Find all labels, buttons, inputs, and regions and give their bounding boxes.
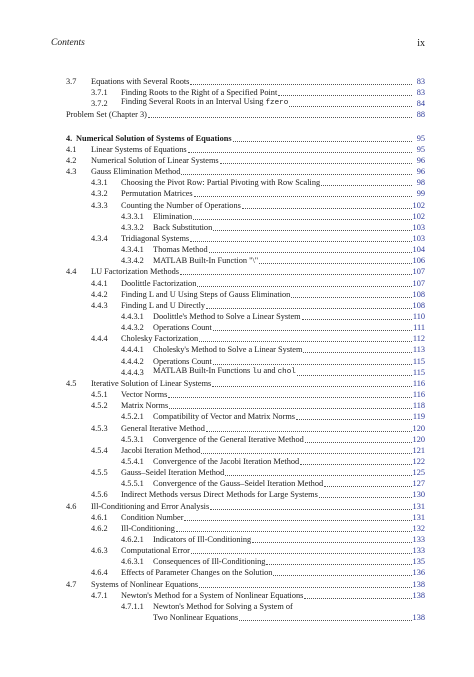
toc-entry-number: 4.4.2 <box>91 289 108 299</box>
toc-entry[interactable] <box>66 211 425 222</box>
toc-entry-title <box>121 400 168 411</box>
toc-entry[interactable] <box>66 278 425 289</box>
toc-entry[interactable] <box>66 400 425 411</box>
toc-entry-page[interactable]: 83 <box>416 88 425 98</box>
toc-entry[interactable] <box>66 367 425 378</box>
dot-leader <box>297 375 412 376</box>
toc-entry-page[interactable]: 99 <box>416 189 425 199</box>
toc-entry-title <box>121 289 290 300</box>
toc-entry-title-text: Linear Systems of Equations <box>91 144 187 154</box>
toc-entry-title <box>121 177 320 188</box>
dot-leader <box>176 531 412 532</box>
toc-entry[interactable] <box>66 445 425 456</box>
toc-entry-number: 4.5.6 <box>91 490 108 500</box>
dot-leader <box>191 553 412 554</box>
toc-entry[interactable] <box>66 166 425 177</box>
toc-entry-number: 4.4.3.2 <box>121 323 144 333</box>
dot-leader <box>305 442 412 443</box>
toc-entry-title <box>91 378 211 389</box>
toc-entry-page[interactable]: 120 <box>412 434 425 444</box>
toc-entry-title-text: Systems of Nonlinear Equations <box>91 579 199 589</box>
dot-leader <box>190 84 412 85</box>
toc-entry-title <box>121 545 190 556</box>
toc-entry-title-text: Equations with Several Roots <box>91 77 190 86</box>
toc-entry-title-text: Iterative Solution of Linear Systems <box>91 378 212 388</box>
toc-entry-title <box>153 211 192 222</box>
toc-entry[interactable] <box>66 76 425 87</box>
dot-leader <box>296 419 412 420</box>
toc-entry-title <box>121 423 205 434</box>
toc-entry-page[interactable]: 104 <box>412 245 425 255</box>
toc-entry-title <box>153 434 304 445</box>
toc-entry-page[interactable]: 138 <box>412 613 425 623</box>
toc-entry-page[interactable]: 108 <box>412 289 425 299</box>
toc-entry-number: 4.3.4.1 <box>121 245 144 255</box>
toc-entry[interactable] <box>66 289 425 300</box>
toc-entry-title <box>153 601 293 612</box>
toc-entry[interactable] <box>66 590 425 601</box>
toc-entry-page[interactable]: 132 <box>412 523 425 533</box>
toc-entry-title <box>121 278 196 289</box>
dot-leader <box>181 174 412 175</box>
toc-entry[interactable] <box>66 98 425 109</box>
toc-entry-number: 4.6.3 <box>91 546 108 556</box>
toc-entry[interactable] <box>66 456 425 467</box>
toc-entry-title-text: Permutation Matrices <box>121 189 193 199</box>
toc-entry-page[interactable]: 127 <box>412 479 425 489</box>
toc-entry[interactable] <box>66 109 425 120</box>
toc-entry-title <box>153 322 212 333</box>
toc-entry-title <box>153 411 295 422</box>
toc-entry[interactable] <box>66 579 425 590</box>
toc-entry-title-text: LU Factorization Methods <box>91 267 180 277</box>
toc-entry-title-text: Gauss–Seidel Iteration Method <box>121 468 225 478</box>
toc-entry-title-text: and <box>261 365 278 375</box>
toc-entry-number: 4.4 <box>66 267 77 277</box>
toc-entry-page[interactable]: 118 <box>412 401 425 411</box>
dot-leader <box>259 263 411 264</box>
toc-entry-title <box>153 344 302 355</box>
toc-entry-title-text: Compatibility of Vector and Matrix Norms <box>153 412 296 422</box>
toc-entry-code: lu <box>252 367 262 376</box>
toc-entry-title-text: Indicators of Ill-Conditioning <box>153 535 252 544</box>
toc-entry-title-text: Indirect Methods versus Direct Methods for Large Systems <box>121 490 318 500</box>
toc-entry-code: chol <box>277 367 296 376</box>
dot-leader <box>304 598 411 599</box>
toc-entry-page[interactable]: 111 <box>413 323 425 333</box>
toc-entry-page[interactable]: 107 <box>412 278 425 288</box>
toc-entry-page[interactable]: 96 <box>416 167 425 177</box>
toc-entry-page[interactable]: 115 <box>412 356 425 366</box>
dot-leader <box>199 587 411 588</box>
toc-entry-page[interactable]: 95 <box>416 133 425 143</box>
toc-entry-number: 4.3 <box>66 167 77 177</box>
dot-leader <box>180 274 412 275</box>
toc-entry[interactable] <box>66 300 425 311</box>
toc-entry-page[interactable]: 133 <box>412 546 425 556</box>
dot-leader <box>213 330 412 331</box>
toc-entry-page[interactable]: 102 <box>412 200 425 210</box>
toc-entry-number: 3.7.1 <box>91 88 108 98</box>
toc-entry-page[interactable]: 121 <box>412 445 425 455</box>
toc-entry-title-text: Finding L and U Using Steps of Gauss Elimination <box>121 289 291 299</box>
toc-entry-title <box>121 512 183 523</box>
dot-leader <box>169 408 412 409</box>
dot-leader <box>212 386 412 387</box>
toc-entry-title <box>91 155 219 166</box>
toc-entry[interactable] <box>66 311 425 322</box>
toc-entry-title-text: Operations Count <box>153 356 212 366</box>
toc-entry-title-text: Vector Norms <box>121 390 168 400</box>
dot-leader <box>210 509 411 510</box>
toc-entry-page[interactable]: 83 <box>416 77 425 86</box>
toc-entry-page[interactable]: 116 <box>412 378 425 388</box>
toc-entry-number: 4.5.2.1 <box>121 412 144 422</box>
toc-entry-title <box>153 365 296 378</box>
toc-entry-title-text: Cholesky Factorization <box>121 334 199 344</box>
toc-entry-title-text: Condition Number <box>121 512 184 522</box>
dot-leader <box>213 230 411 231</box>
toc-entry-title <box>153 244 208 255</box>
dot-leader <box>289 106 412 107</box>
dot-leader <box>220 163 412 164</box>
toc-entry-title-text: Numerical Solution of Systems of Equations <box>76 133 232 143</box>
toc-entry-number: 4.4.4.2 <box>121 356 144 366</box>
dot-leader <box>233 141 412 142</box>
toc-entry[interactable] <box>66 266 425 277</box>
toc-entry-number: 4.5.5 <box>91 468 108 478</box>
toc-entry-number: 4.5.3.1 <box>121 434 144 444</box>
toc-entry-title-text: Finding Roots to the Right of a Specified Point <box>121 88 278 98</box>
dot-leader <box>300 464 411 465</box>
toc-entry-title-text: Gauss Elimination Method <box>91 167 181 177</box>
toc-entry-number: 4. <box>66 133 73 143</box>
toc-entry[interactable] <box>66 255 425 266</box>
toc-entry-page[interactable]: 122 <box>412 456 425 466</box>
toc-entry[interactable] <box>66 233 425 244</box>
dot-leader <box>188 152 412 153</box>
toc-entry-number: 4.4.3.1 <box>121 312 144 321</box>
toc-entry-title <box>121 300 205 311</box>
toc-entry-number: 4.3.4.2 <box>121 256 144 266</box>
toc-entry-number: 4.3.3.2 <box>121 222 144 232</box>
toc-entry[interactable] <box>66 244 425 255</box>
toc-entry-page[interactable]: 98 <box>416 178 425 188</box>
toc-entry-title <box>91 166 180 177</box>
toc-entry[interactable] <box>66 222 425 233</box>
toc-entry-title-text: MATLAB Built-In Function "\" <box>153 256 259 266</box>
toc-entry-number: 4.7.1 <box>91 590 108 600</box>
toc-entry[interactable] <box>66 378 425 389</box>
toc-entry-number: 4.3.2 <box>91 189 108 199</box>
toc-entry-page[interactable]: 115 <box>412 367 425 377</box>
toc-entry-page[interactable]: 106 <box>412 256 425 266</box>
toc-entry[interactable] <box>66 489 425 500</box>
toc-entry-number: 4.4.1 <box>91 278 108 288</box>
running-title: Contents <box>51 38 85 48</box>
toc-entry-title-text: Effects of Parameter Changes on the Solution <box>121 568 273 578</box>
toc-entry-number: 4.3.1 <box>91 178 108 188</box>
toc-entry-page[interactable]: 102 <box>412 211 425 221</box>
toc-entry[interactable] <box>66 567 425 578</box>
toc-entry[interactable] <box>66 155 425 166</box>
toc-entry[interactable] <box>66 177 425 188</box>
dot-leader <box>321 185 412 186</box>
toc-entry-page[interactable]: 96 <box>416 155 425 165</box>
toc-entry-number: 4.6.2 <box>91 523 108 533</box>
dot-leader <box>193 219 411 220</box>
toc-entry-number: 4.5.3 <box>91 423 108 433</box>
toc-entry-title-text: Ill-Conditioning and Error Analysis <box>91 501 210 511</box>
toc-entry-number: 4.7.1.1 <box>121 601 144 611</box>
toc-entry-title-text: Doolittle Factorization <box>121 278 197 288</box>
dot-leader <box>303 352 411 353</box>
toc-entry-number: 4.5.4.1 <box>121 456 144 466</box>
dot-leader <box>199 341 412 342</box>
toc-entry[interactable] <box>66 188 425 199</box>
toc-entry-title <box>153 456 299 467</box>
dot-leader <box>206 308 412 309</box>
toc-entry-title <box>66 109 147 120</box>
toc-entry-number: 3.7 <box>66 77 77 86</box>
toc-entry-page[interactable]: 120 <box>412 423 425 433</box>
dot-leader <box>266 564 411 565</box>
dot-leader <box>324 486 411 487</box>
toc-entry-page[interactable]: 88 <box>416 110 425 120</box>
toc-entry-title <box>121 445 200 456</box>
dot-leader <box>201 453 411 454</box>
toc-entry[interactable] <box>66 389 425 400</box>
toc-entry[interactable] <box>66 411 425 422</box>
page-number: ix <box>417 38 425 49</box>
toc-entry-title <box>121 567 272 578</box>
toc-entry-title-text: Thomas Method <box>153 245 208 255</box>
toc-entry-title <box>91 579 198 590</box>
toc-entry-title <box>153 311 301 322</box>
dot-leader <box>225 475 411 476</box>
toc-entry[interactable] <box>66 601 425 612</box>
toc-entry-code: fzero <box>265 99 289 108</box>
toc-entry-number: 4.6.1 <box>91 512 108 522</box>
toc-entry-number: 4.6.3.1 <box>121 557 144 567</box>
toc-entry-page[interactable]: 113 <box>412 345 425 355</box>
toc-entry-title <box>121 467 224 478</box>
dot-leader <box>252 542 411 543</box>
toc-entry[interactable] <box>66 512 425 523</box>
toc-entry-page[interactable]: 131 <box>412 512 425 522</box>
toc-entry-title <box>91 501 209 512</box>
toc-entry[interactable] <box>66 423 425 434</box>
dot-leader <box>168 397 412 398</box>
dot-leader <box>194 196 412 197</box>
toc-entry-title <box>121 389 167 400</box>
toc-entry-title-line2: Two Nonlinear Equations <box>153 613 239 623</box>
toc-entry-number: 4.5 <box>66 378 77 388</box>
toc-entry-title-text: Problem Set (Chapter 3) <box>66 110 147 120</box>
toc-entry-page[interactable]: 110 <box>412 312 425 321</box>
toc-entry-title-text: Finding L and U Directly <box>121 300 206 310</box>
toc-entry-title-text: General Iterative Method <box>121 423 205 433</box>
toc-entry-page[interactable]: 84 <box>416 99 425 109</box>
toc-entry-number: 4.6.4 <box>91 568 108 578</box>
toc-entry-page[interactable]: 131 <box>412 501 425 511</box>
toc-entry-title <box>91 76 189 87</box>
toc-entry-page[interactable]: 125 <box>412 468 425 478</box>
dot-leader <box>278 95 412 96</box>
toc-entry-title-text: Newton's Method for a System of Nonlinear Equations <box>121 590 304 600</box>
toc-entry-number: 4.6.2.1 <box>121 535 144 544</box>
dot-leader <box>209 252 412 253</box>
toc-entry-number: 4.3.3.1 <box>121 211 144 221</box>
toc-entry-title-text: Convergence of the Gauss–Seidel Iteration Method <box>153 479 324 489</box>
toc-entry[interactable] <box>66 434 425 445</box>
toc-entry-page[interactable]: 107 <box>412 267 425 277</box>
dot-leader <box>206 431 412 432</box>
toc-entry[interactable] <box>66 467 425 478</box>
toc-entry-title-text: Counting the Number of Operations <box>121 200 241 210</box>
toc-entry-page[interactable]: 103 <box>412 222 425 232</box>
toc-entry-title-text: Numerical Solution of Linear Systems <box>91 155 219 165</box>
toc-entry[interactable] <box>66 501 425 512</box>
toc-entry-title-text: Ill-Conditioning <box>121 523 175 533</box>
dot-leader <box>302 319 412 320</box>
toc-entry-number: 4.4.4.1 <box>121 345 144 355</box>
toc-entry-title-text: Matrix Norms <box>121 401 169 411</box>
toc-entry-number: 4.3.4 <box>91 233 108 243</box>
toc-entry-title-text: Choosing the Pivot Row: Partial Pivoting with Row Scaling <box>121 178 321 188</box>
toc-entry-page[interactable]: 95 <box>416 144 425 154</box>
toc-entry-title <box>121 233 189 244</box>
toc-entry-title <box>121 200 241 211</box>
toc-entry-number: 4.2 <box>66 155 77 165</box>
toc-entry-title <box>153 255 258 266</box>
dot-leader <box>190 241 411 242</box>
dot-leader <box>184 520 411 521</box>
toc-entry-title <box>121 590 303 601</box>
toc-entry-number: 4.1 <box>66 144 77 154</box>
toc-entry-number: 4.6 <box>66 501 77 511</box>
dot-leader <box>319 497 412 498</box>
toc-entry-title <box>91 266 179 277</box>
toc-entry-title-text: Back Substitution <box>153 222 213 232</box>
toc-entry-title <box>121 96 288 109</box>
toc-entry-number: 4.4.3 <box>91 300 108 310</box>
toc-entry-title-text: Newton's Method for Solving a System of <box>153 601 293 611</box>
toc-entry[interactable] <box>66 133 425 144</box>
toc-entry-page[interactable]: 108 <box>412 300 425 310</box>
toc-entry[interactable] <box>66 478 425 489</box>
toc-entry-title <box>121 333 198 344</box>
toc-entry-title <box>153 556 265 567</box>
toc-entry-title <box>121 489 318 500</box>
toc-entry-title-text: Elimination <box>153 211 193 221</box>
toc-entry-title <box>153 478 323 489</box>
toc-entry-page[interactable]: 112 <box>412 334 425 344</box>
toc-entry[interactable] <box>66 344 425 355</box>
toc-entry-number: 4.3.3 <box>91 200 108 210</box>
toc-entry[interactable] <box>66 322 425 333</box>
toc-entry-page[interactable]: 138 <box>412 590 425 600</box>
toc-entry[interactable] <box>66 534 425 545</box>
dot-leader <box>273 575 411 576</box>
toc-entry-number: 4.4.4 <box>91 334 108 344</box>
toc-entry-title-text: MATLAB Built-In Functions <box>153 365 253 375</box>
toc-entry[interactable] <box>66 523 425 534</box>
toc-entry-page[interactable]: 116 <box>412 390 425 400</box>
dot-leader <box>148 117 412 118</box>
toc-entry-title <box>91 144 187 155</box>
dot-leader <box>242 208 412 209</box>
toc-entry-page[interactable]: 119 <box>412 412 425 422</box>
toc-entry-page[interactable]: 133 <box>412 535 425 544</box>
dot-leader <box>291 297 411 298</box>
toc-entry-number: 4.7 <box>66 579 77 589</box>
toc-entry-page[interactable]: 138 <box>412 579 425 589</box>
toc-entry[interactable] <box>66 556 425 567</box>
toc-entry-title <box>121 523 175 534</box>
toc-entry-title-text: Operations Count <box>153 323 212 333</box>
toc-entry-number: 4.5.2 <box>91 401 108 411</box>
toc-entry[interactable] <box>66 144 425 155</box>
toc-entry-title <box>76 133 232 144</box>
toc-entry-number: 4.5.5.1 <box>121 479 144 489</box>
toc-entry[interactable] <box>66 333 425 344</box>
toc-entry-title-text: Cholesky's Method to Solve a Linear System <box>153 345 303 355</box>
toc-entry-page[interactable]: 136 <box>412 568 425 578</box>
toc-entry-page[interactable]: 103 <box>412 233 425 243</box>
toc-entry-title-text: Consequences of Ill-Conditioning <box>153 557 266 567</box>
toc-entry-title <box>153 534 251 545</box>
toc-entry-title-text: Finding Several Roots in an Interval Using <box>121 97 266 107</box>
toc-entry-title-text: Convergence of the General Iterative Method <box>153 434 304 444</box>
toc-entry-title-text: Computational Error <box>121 546 190 556</box>
toc-entry-continuation[interactable] <box>66 612 425 623</box>
toc-entry-page[interactable]: 135 <box>412 557 425 567</box>
toc-entry-title-text: Tridiagonal Systems <box>121 233 190 243</box>
toc-entry[interactable] <box>66 200 425 211</box>
toc-entry-number: 3.7.2 <box>91 99 108 109</box>
toc-entry-title <box>121 188 193 199</box>
toc-entry-title-text: Convergence of the Jacobi Iteration Method <box>153 456 300 466</box>
toc-entry-title-text: Doolittle's Method to Solve a Linear System <box>153 312 301 321</box>
toc-entry-page[interactable]: 130 <box>412 490 425 500</box>
toc-entry-number: 4.4.4.3 <box>121 367 144 377</box>
toc-entry-title-text: Jacobi Iteration Method <box>121 445 201 455</box>
toc-entry-number: 4.5.1 <box>91 390 108 400</box>
dot-leader <box>239 620 411 621</box>
toc-entry[interactable] <box>66 545 425 556</box>
toc-entry-number: 4.5.4 <box>91 445 108 455</box>
toc-entry-title <box>153 222 212 233</box>
dot-leader <box>197 286 411 287</box>
